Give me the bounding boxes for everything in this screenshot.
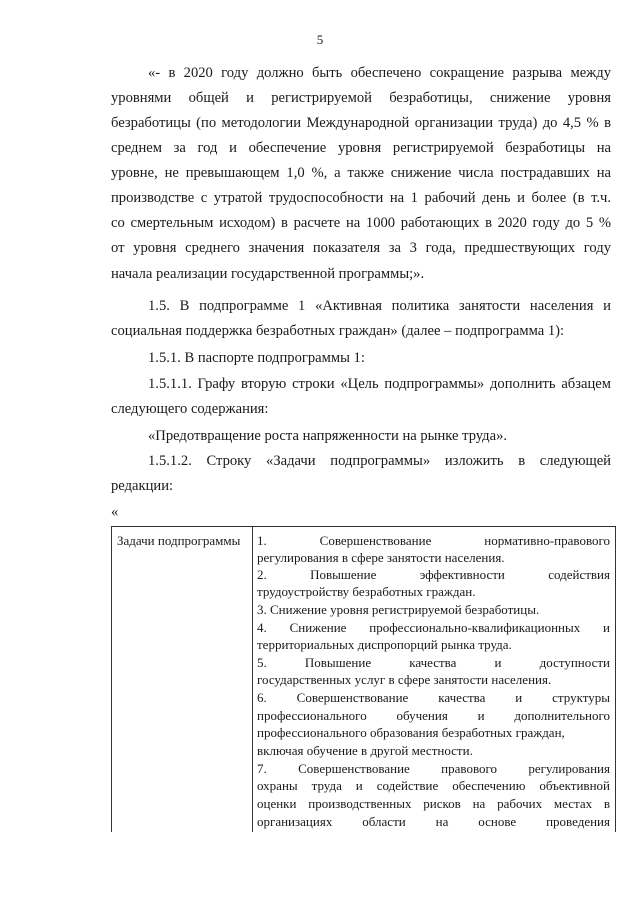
task-line: государственных услуг в сфере занятости населения. bbox=[257, 672, 552, 687]
paragraph-line: «- в 2020 году должно быть обеспечено сокращение разрыва между bbox=[148, 65, 611, 81]
paragraph-line: начала реализации государственной программы;». bbox=[111, 266, 425, 282]
page-number: 5 bbox=[316, 32, 324, 47]
task-line: территориальных диспропорций рынка труда. bbox=[257, 637, 512, 652]
paragraph-line: «Предотвращение роста напряженности на рынке труда». bbox=[148, 428, 508, 444]
task-line: оценки производственных рисков на рабочих местах в bbox=[257, 796, 610, 811]
paragraph-line: следующего содержания: bbox=[111, 401, 269, 417]
task-line: включая обучение в другой местности. bbox=[257, 743, 473, 758]
table-divider bbox=[252, 527, 253, 832]
task-line: профессионального обучения и дополнительного bbox=[257, 708, 610, 723]
task-line: 6. Совершенствование качества и структуры bbox=[257, 690, 610, 705]
task-line: организациях области на основе проведения bbox=[257, 814, 610, 829]
paragraph-line: 1.5.1.2. Строку «Задачи подпрограммы» изложить в следующей bbox=[148, 453, 611, 469]
paragraph-line: со смертельным исходом) в расчете на 1000 работающих в 2020 году до 5 % bbox=[111, 215, 611, 231]
paragraph-line: редакции: bbox=[111, 478, 174, 494]
paragraph-line: от уровня среднего значения показателя за 3 года, предшествующих году bbox=[111, 240, 611, 256]
task-line: 2. Повышение эффективности содействия bbox=[257, 567, 610, 582]
task-line: 4. Снижение профессионально-квалификационных и bbox=[257, 620, 610, 635]
task-line: 5. Повышение качества и доступности bbox=[257, 655, 610, 670]
paragraph-line: 1.5. В подпрограмме 1 «Активная политика занятости населения и bbox=[148, 298, 611, 314]
task-line: охраны труда и содействие обеспечению объективной bbox=[257, 778, 610, 793]
open-quote: « bbox=[111, 504, 119, 520]
paragraph-line: социальная поддержка безработных граждан» (далее – подпрограмма 1): bbox=[111, 323, 565, 339]
paragraph-line: производстве с утратой трудоспособности на 1 рабочий день и более (в т.ч. bbox=[111, 190, 611, 206]
paragraph-line: среднем за год и обеспечение уровня регистрируемой безработицы на bbox=[111, 140, 611, 156]
task-line: 7. Совершенствование правового регулирования bbox=[257, 761, 610, 776]
paragraph-line: уровнями общей и регистрируемой безработицы, снижение уровня bbox=[111, 90, 611, 106]
task-line: регулирования в сфере занятости населения. bbox=[257, 550, 505, 565]
paragraph-line: безработицы (по методологии Международной организации труда) до 4,5 % в bbox=[111, 115, 611, 131]
paragraph-line: 1.5.1.1. Графу вторую строки «Цель подпрограммы» дополнить абзацем bbox=[148, 376, 611, 392]
task-line: 1. Совершенствование нормативно-правового bbox=[257, 533, 610, 548]
paragraph-line: 1.5.1. В паспорте подпрограммы 1: bbox=[148, 350, 365, 366]
table-label: Задачи подпрограммы bbox=[117, 533, 241, 548]
task-line: профессионального образования безработных граждан, bbox=[257, 725, 565, 740]
task-line: трудоустройству безработных граждан. bbox=[257, 584, 476, 599]
paragraph-line: уровне, не превышающем 1,0 %, а также снижение числа пострадавших на bbox=[111, 165, 611, 181]
task-line: 3. Снижение уровня регистрируемой безработицы. bbox=[257, 602, 540, 617]
